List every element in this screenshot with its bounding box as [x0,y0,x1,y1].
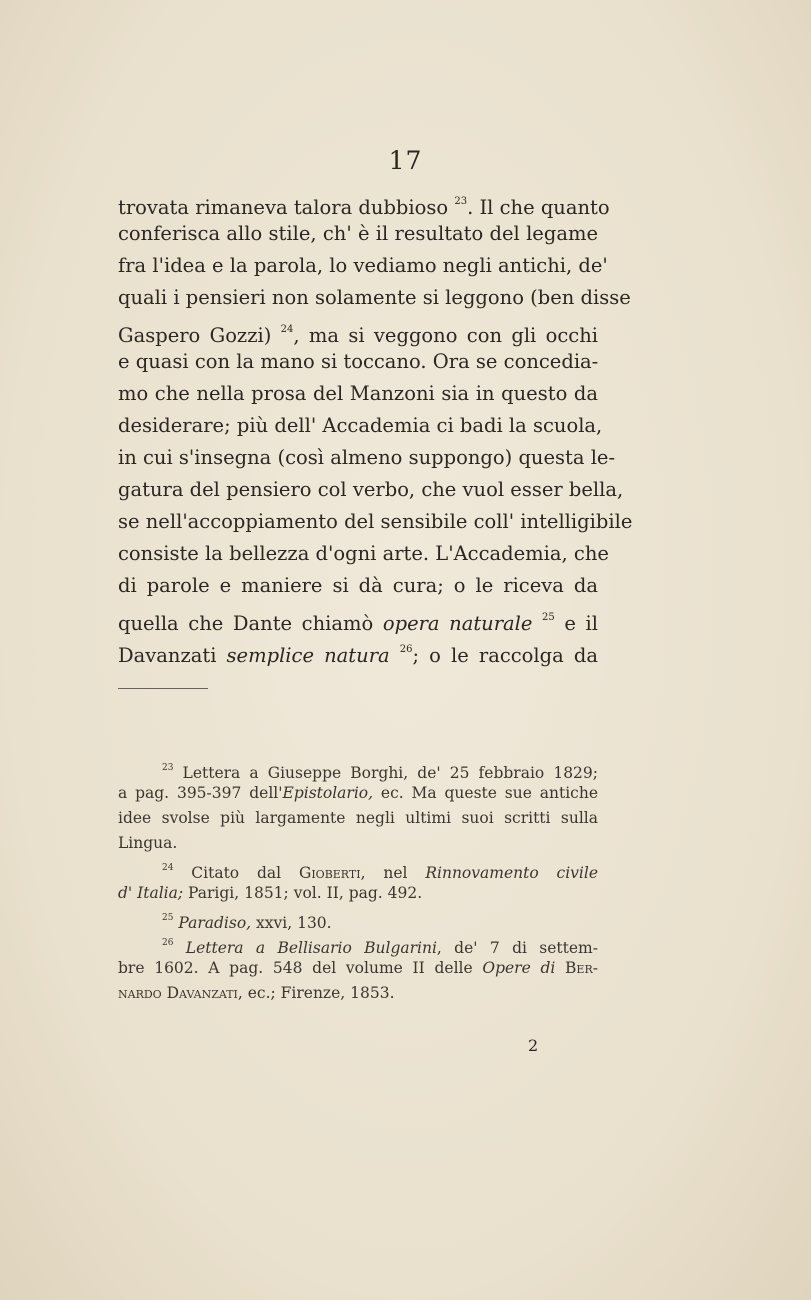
footnote-line: $^{23}$ Lettera a Giuseppe Borghi, de' 25 febbraio 1829; [162,763,598,782]
body-line: gatura del pensiero col verbo, che vuol esser bella, [118,478,624,501]
body-line: fra l'idea e la parola, lo vediamo negli antichi, de' [118,254,608,277]
footnote-reference: 24 [162,863,174,873]
body-line: e quasi con la mano si toccano. Ora se concedia- [118,350,599,373]
body-line: mo che nella prosa del Manzoni sia in questo da [118,382,598,405]
footnote-line: bre 1602. A pag. 548 del volume II delle Opere di Ber- [118,959,598,977]
body-line: quella che Dante chiamò opera naturale $^{25}$ e il [118,612,598,635]
footnote-line: a pag. 395-397 dell'Epistolario, ec. Ma queste sue antiche [118,784,598,802]
footnote-reference: 26 [399,644,413,655]
body-text [118,186,633,667]
footnote-reference: 25 [542,612,555,623]
body-line: quali i pensieri non solamente si leggono (ben disse [118,286,631,309]
footnote-line: d' Italia; Parigi, 1851; vol. II, pag. 492. [118,884,423,902]
footnote-reference: 23 [454,196,468,207]
footnote-reference: 24 [280,324,294,335]
footnote-line: $^{24}$ Citato dal Gioberti, nel Rinnovamento civile [162,863,598,882]
body-line: conferisca allo stile, ch' è il resultato del legame [118,222,598,245]
footnote-divider [118,688,208,689]
footnote-line: nardo Davanzati, ec.; Firenze, 1853. [118,984,395,1002]
body-line: desiderare; più dell' Accademia ci badi la scuola, [118,414,603,437]
footnote [118,756,598,856]
page-number: 17 [388,146,423,175]
body-line: se nell'accoppiamento del sensibile coll' intelligibile [118,510,633,533]
footnotes [118,756,598,1006]
footnote-line: Lingua. [118,834,178,852]
footnote-line: idee svolse più largamente negli ultimi suoi scritti sulla [118,809,598,827]
body-line: Gaspero Gozzi) $^{24}$, ma si veggono con gli occhi [118,324,598,347]
footnote-line: $^{26}$ Lettera a Bellisario Bulgarini, de' 7 di settem- [162,938,598,957]
footnote [118,856,598,906]
footnote [118,931,598,1006]
body-line: trovata rimaneva talora dubbioso $^{23}$. Il che quanto [118,196,610,219]
body-line: di parole e maniere si dà cura; o le riceva da [118,574,598,597]
footnote-reference: 25 [162,913,174,923]
signature-mark: 2 [528,1036,539,1055]
body-line: consiste la bellezza d'ogni arte. L'Accademia, che [118,542,609,565]
body-line: Davanzati semplice natura $^{26}$; o le raccolga da [118,644,598,667]
footnote [118,906,598,931]
footnote-line: $^{25}$ Paradiso, xxvi, 130. [162,913,332,932]
footnote-reference: 23 [162,763,174,773]
footnote-reference: 26 [162,938,174,948]
body-line: in cui s'insegna (così almeno suppongo) questa le- [118,446,616,469]
